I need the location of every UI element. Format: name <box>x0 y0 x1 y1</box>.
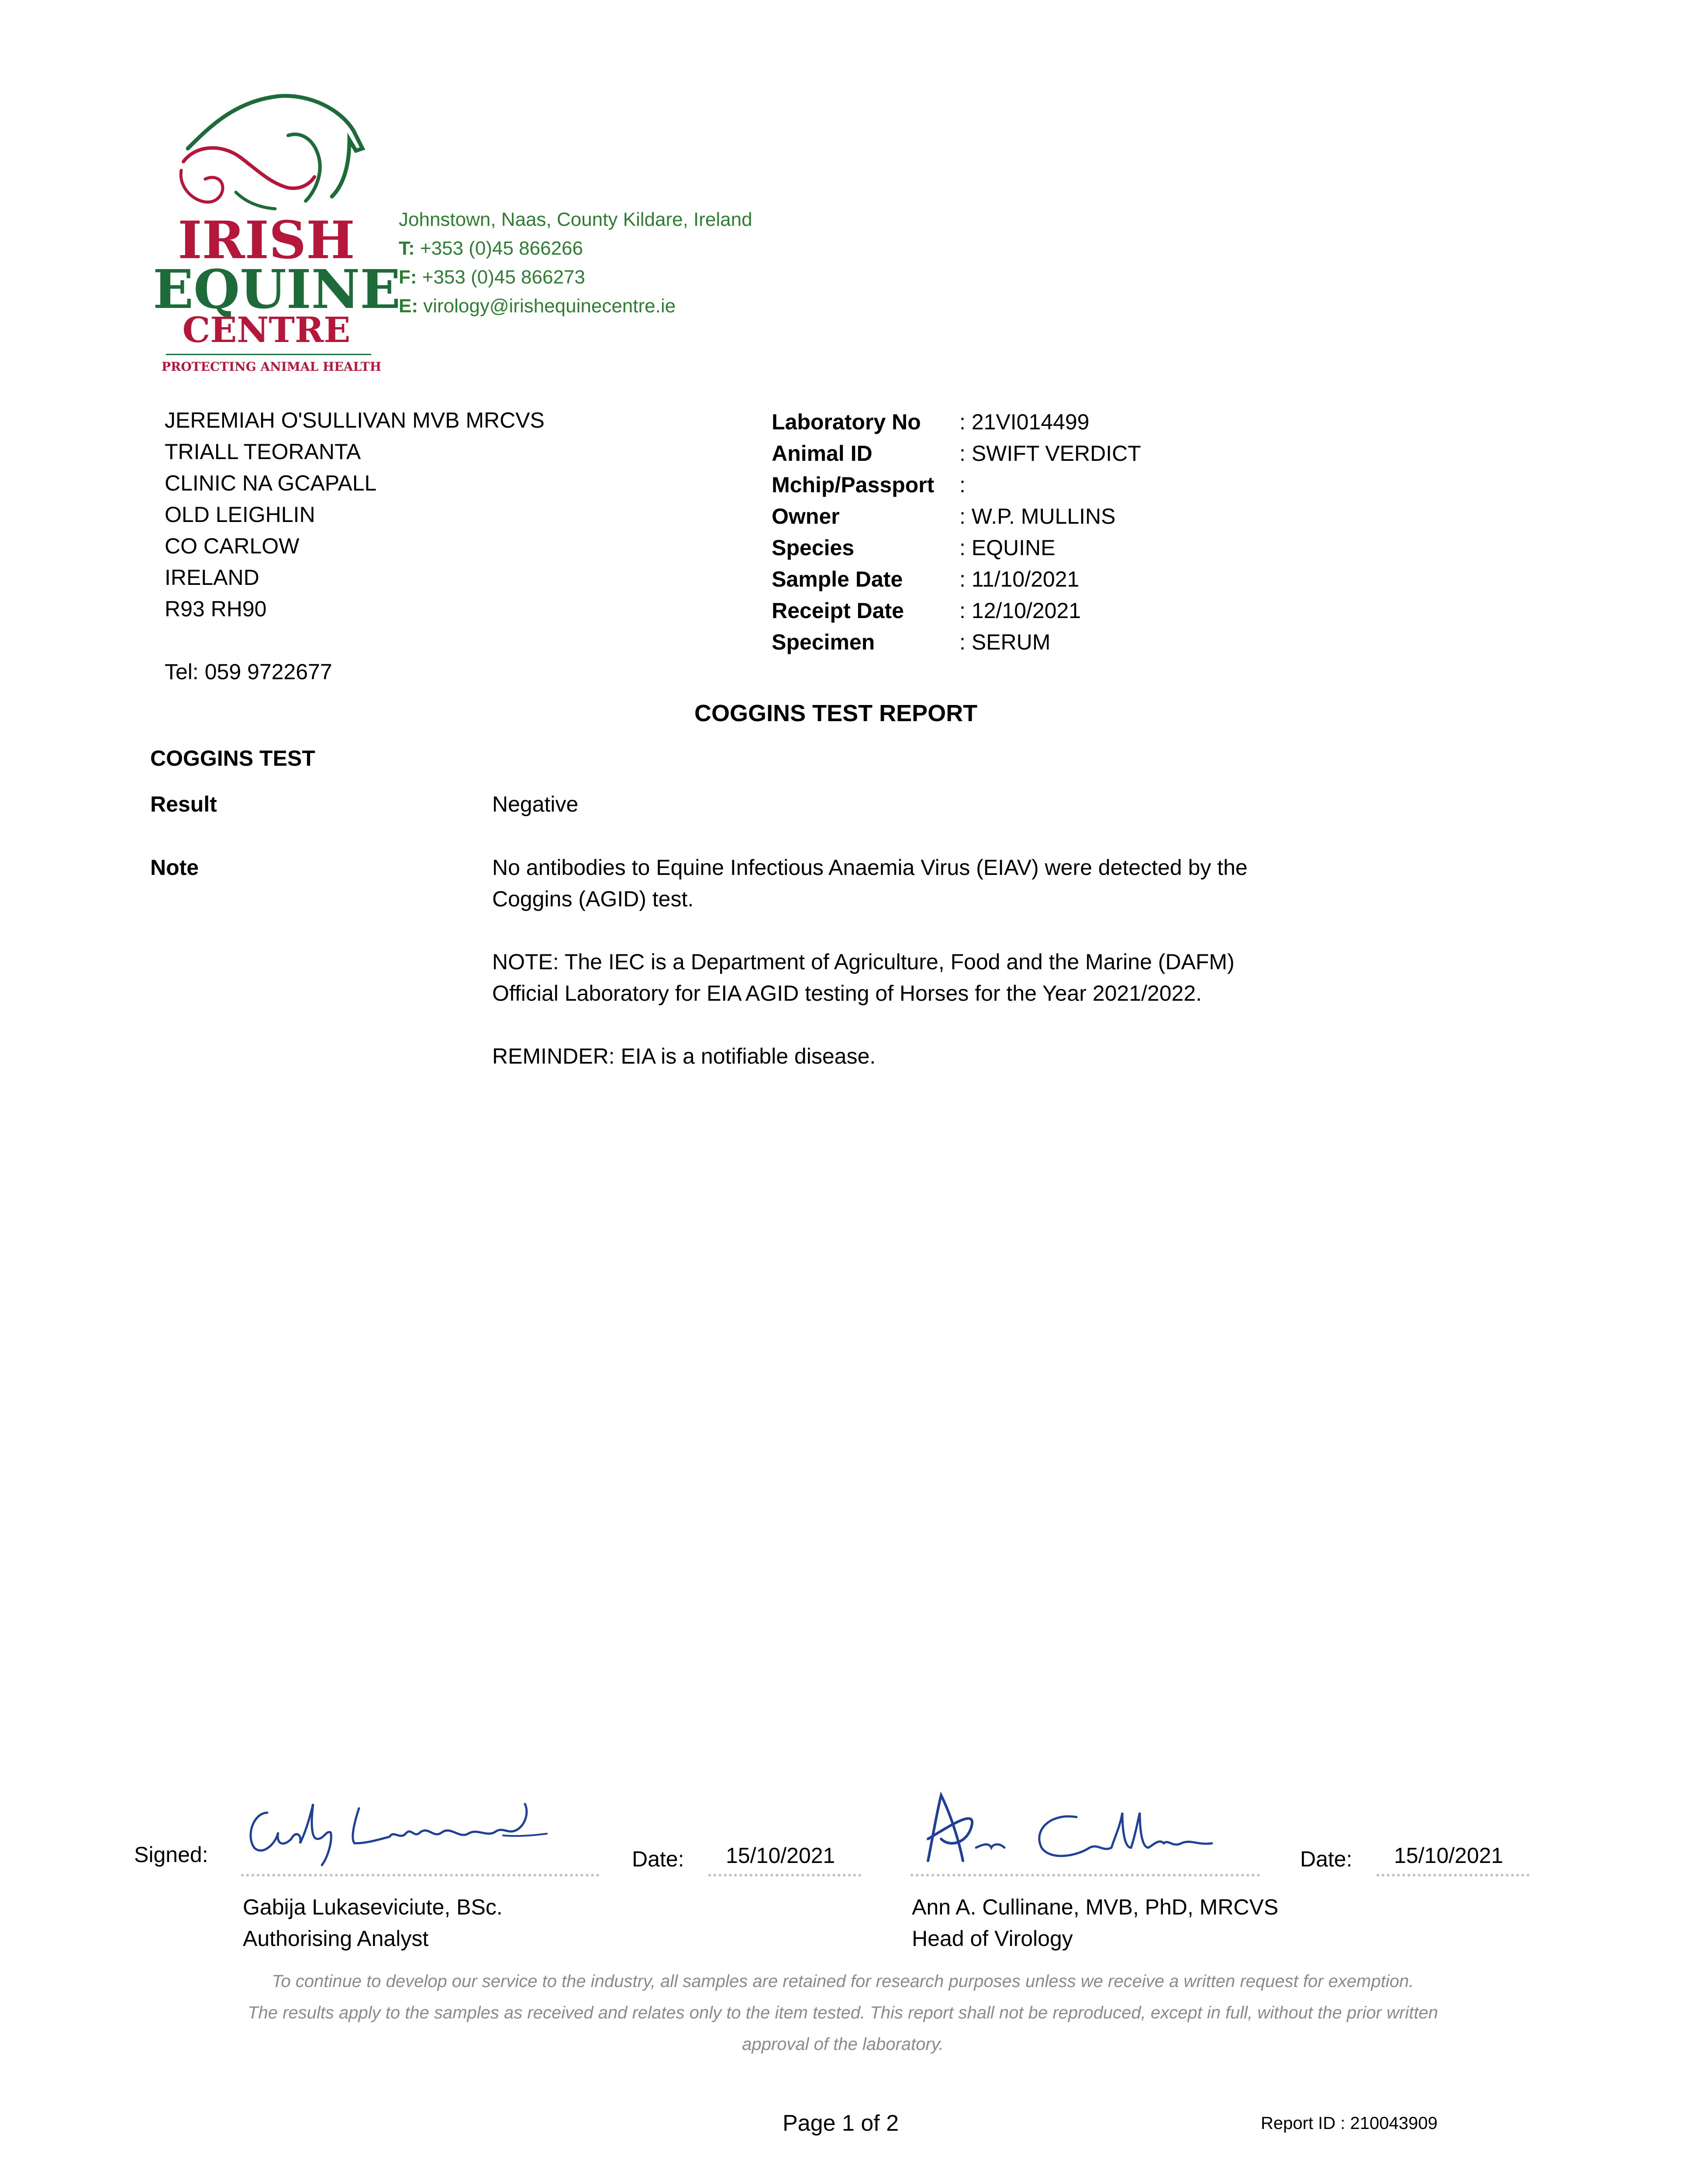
contact-block <box>399 205 752 321</box>
signature-right <box>911 1787 1216 1874</box>
detail-row-mchip: Mchip/Passport : <box>772 473 966 497</box>
report-title: COGGINS TEST REPORT <box>694 700 978 726</box>
recipient-line: CLINIC NA GCAPALL <box>165 471 377 495</box>
signature-line-right <box>911 1874 1260 1876</box>
signed-label: Signed: <box>134 1842 208 1867</box>
recipient-line: R93 RH90 <box>165 597 267 621</box>
signatory-right <box>912 1891 1278 1954</box>
signatory-right-name: Ann A. Cullinane, MVB, PhD, MRCVS <box>912 1895 1279 1919</box>
recipient-line: IRELAND <box>165 565 259 590</box>
section-heading: COGGINS TEST <box>150 746 315 771</box>
signatory-left-role: Authorising Analyst <box>243 1926 429 1951</box>
signature-date-left: 15/10/2021 <box>726 1843 835 1868</box>
detail-row-owner: Owner : W.P. MULLINS <box>772 504 1116 529</box>
recipient-line: TRIALL TEORANTA <box>165 439 361 464</box>
sample-details <box>772 406 1141 658</box>
report-id: Report ID : 210043909 <box>1261 2114 1438 2133</box>
signature-date-right: 15/10/2021 <box>1394 1843 1504 1868</box>
signatory-right-role: Head of Virology <box>912 1926 1073 1951</box>
detail-row-sample-date: Sample Date : 11/10/2021 <box>772 567 1080 591</box>
logo-word-centre: CENTRE <box>182 309 351 350</box>
note-paragraph-1: No antibodies to Equine Infectious Anaemia Virus (EIAV) were detected by the Coggins (AGID) test. <box>492 855 1248 911</box>
detail-row-species: Species : EQUINE <box>772 536 1056 560</box>
signature-line-left <box>241 1874 599 1876</box>
signatory-left-name: Gabija Lukaseviciute, BSc. <box>243 1895 503 1919</box>
detail-row-receipt-date: Receipt Date : 12/10/2021 <box>772 598 1081 623</box>
recipient-line: CO CARLOW <box>165 534 300 558</box>
note-paragraph-2: NOTE: The IEC is a Department of Agriculture, Food and the Marine (DAFM) Official Laboratory for EIA AGID testing of Horses for the Year 2021/2022. <box>492 950 1235 1006</box>
logo-divider <box>166 354 371 355</box>
page-number: Page 1 of 2 <box>783 2111 899 2136</box>
signatory-left <box>243 1891 503 1954</box>
recipient-line: OLD LEIGHLIN <box>165 502 315 527</box>
result-value: Negative <box>492 792 579 816</box>
date-line-left <box>708 1874 861 1876</box>
note-label: Note <box>150 855 199 880</box>
detail-row-lab-no: Laboratory No : 21VI014499 <box>772 410 1090 434</box>
disclaimer-results: The results apply to the samples as received and relates only to the item tested. This report shall not be reproduced, except in full, without the prior written approval of the laboratory. <box>248 2003 1438 2054</box>
horse-logo-icon <box>157 83 384 214</box>
recipient-address <box>165 404 545 688</box>
date-line-right <box>1377 1874 1529 1876</box>
signature-date-label-right: Date: <box>1300 1847 1352 1871</box>
signature-left <box>241 1795 555 1870</box>
logo <box>153 83 401 389</box>
signature-date-label-left: Date: <box>632 1847 684 1871</box>
recipient-line: JEREMIAH O'SULLIVAN MVB MRCVS <box>165 408 545 432</box>
contact-phone: T: +353 (0)45 866266 <box>399 238 583 259</box>
recipient-tel: Tel: 059 9722677 <box>165 660 332 684</box>
disclaimer-retention: To continue to develop our service to the industry, all samples are retained for research purposes unless we receive a written request for exemption. <box>272 1972 1414 1991</box>
detail-row-animal-id: Animal ID : SWIFT VERDICT <box>772 441 1141 466</box>
contact-email: E: virology@irishequinecentre.ie <box>399 295 676 317</box>
logo-word-equine: EQUINE <box>153 258 401 321</box>
logo-tagline: PROTECTING ANIMAL HEALTH <box>162 359 382 374</box>
note-body <box>492 852 1278 1072</box>
note-paragraph-3: REMINDER: EIA is a notifiable disease. <box>492 1044 876 1068</box>
detail-row-specimen: Specimen : SERUM <box>772 630 1051 654</box>
contact-address: Johnstown, Naas, County Kildare, Ireland <box>399 209 752 230</box>
contact-fax: F: +353 (0)45 866273 <box>399 266 585 288</box>
logo-word-irish: IRISH <box>178 210 355 270</box>
result-label: Result <box>150 792 217 816</box>
